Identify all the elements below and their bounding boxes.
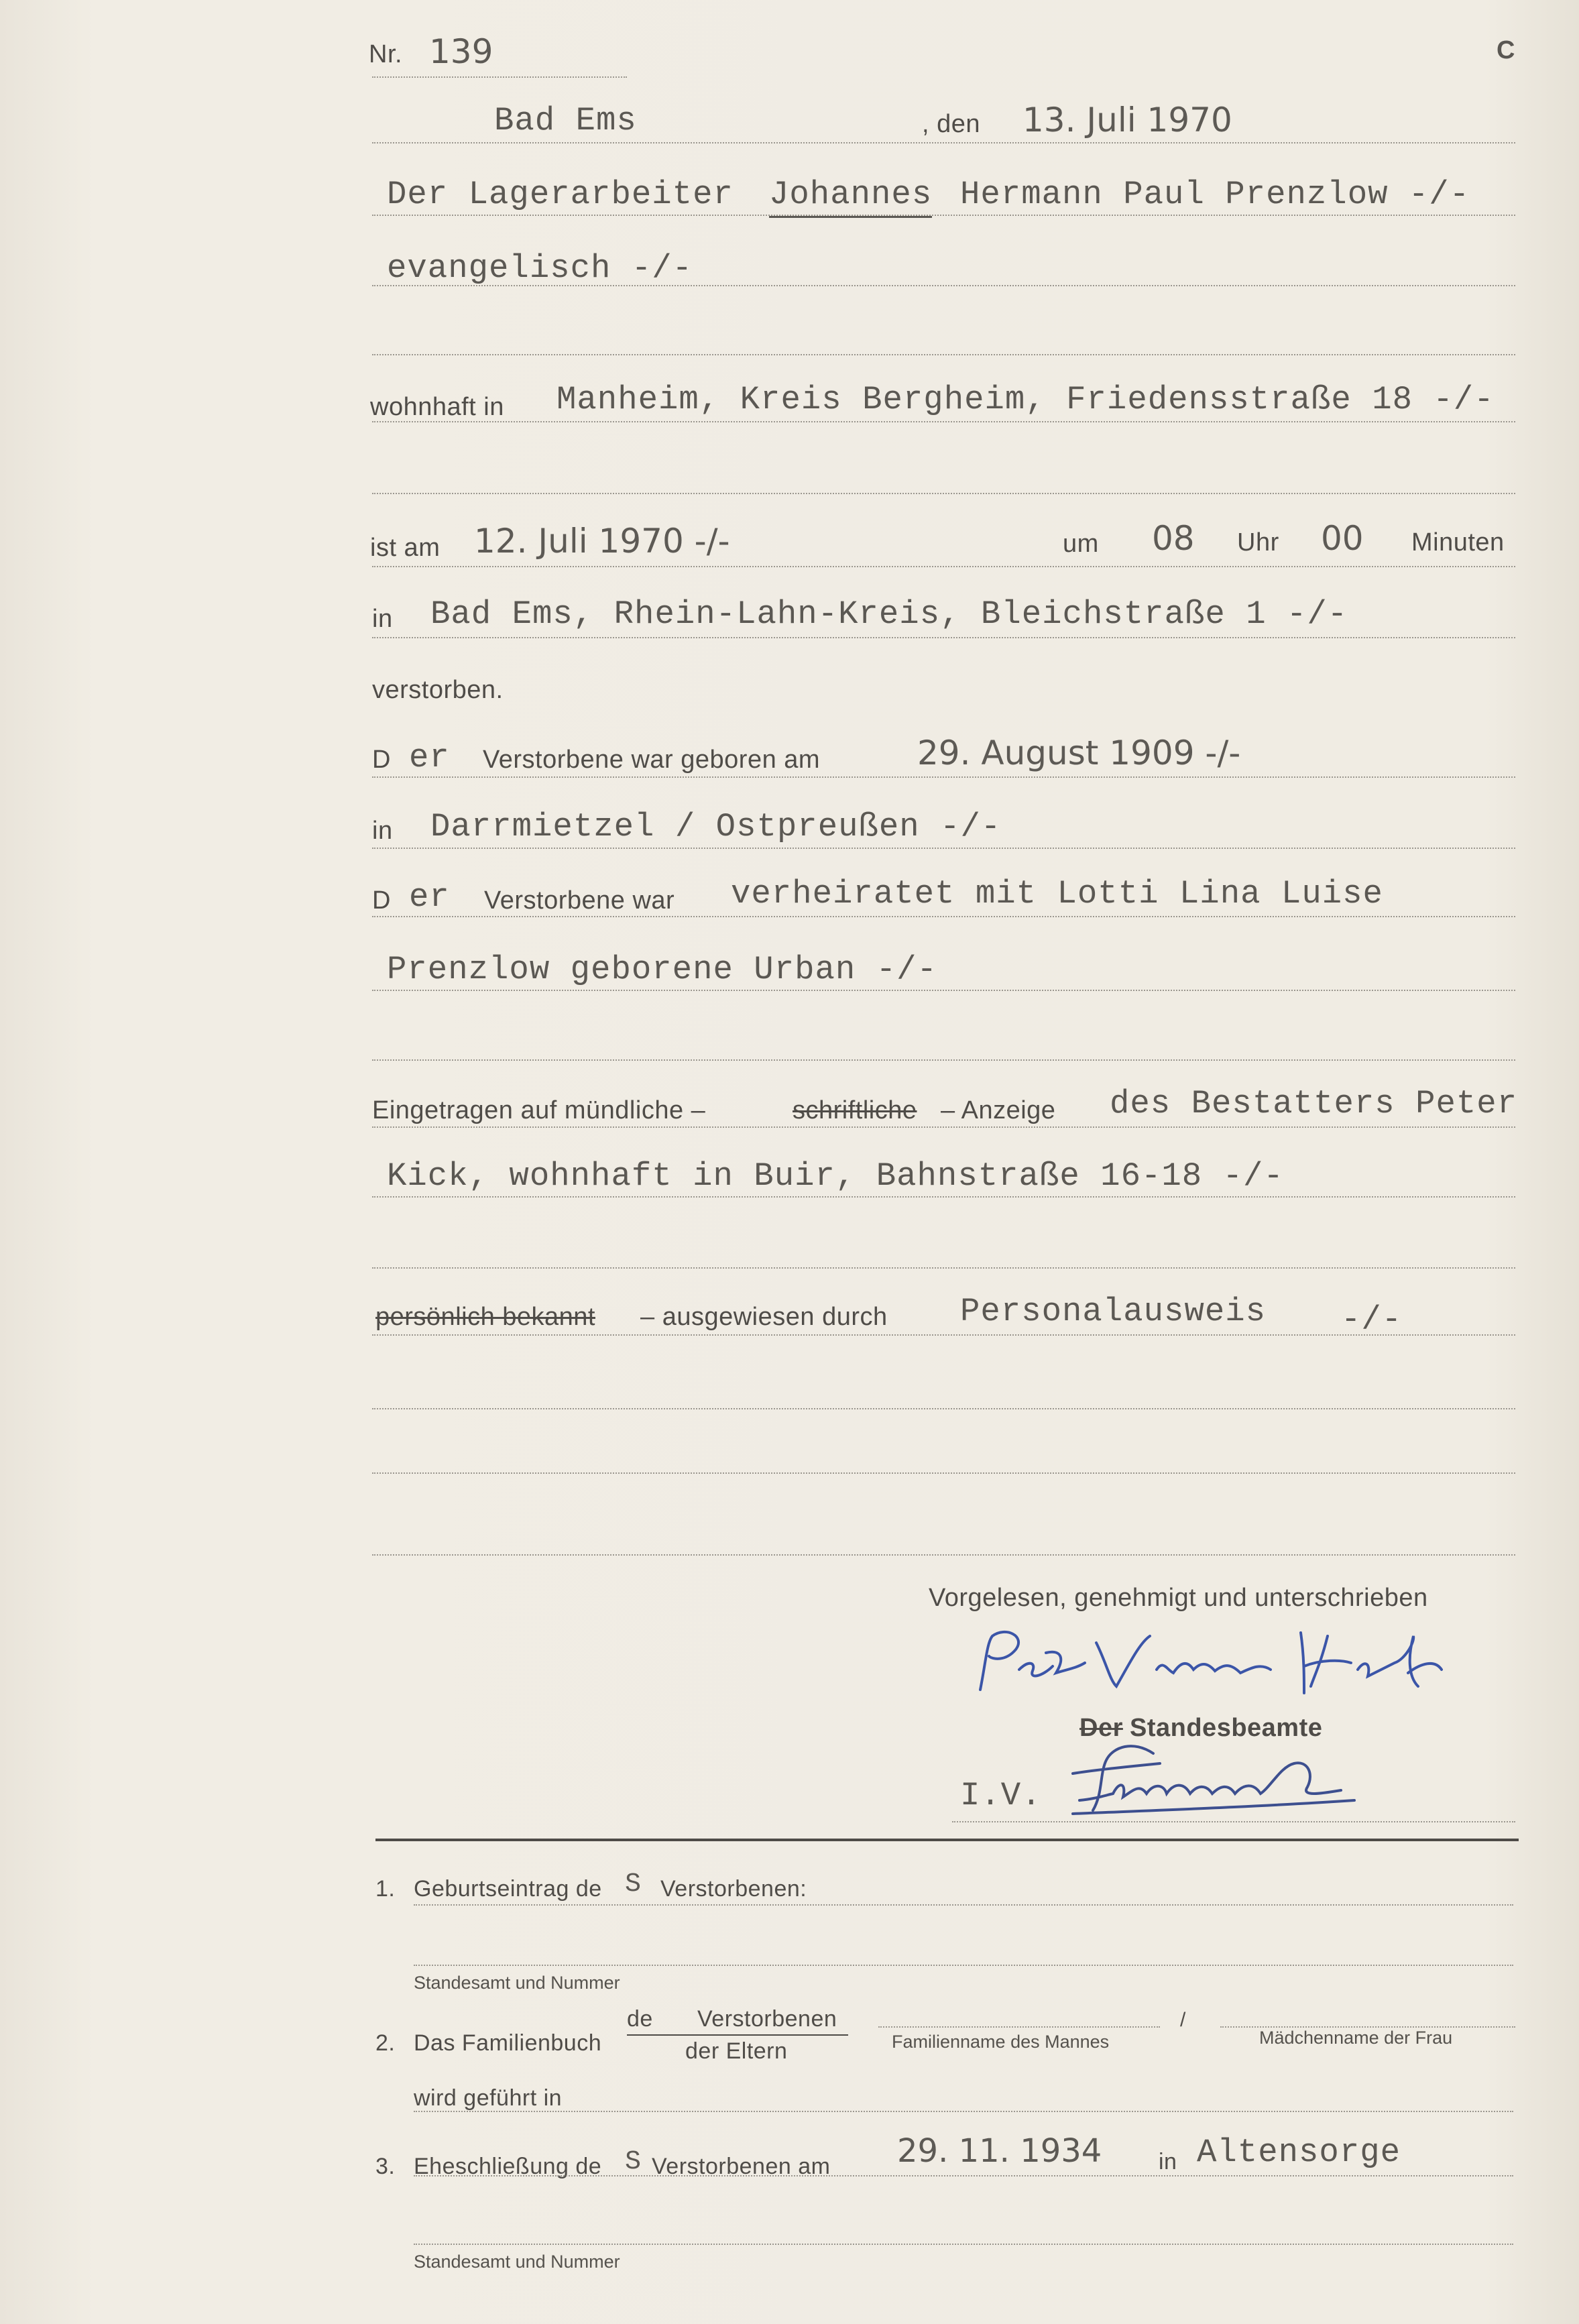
nr-value: 139: [429, 32, 493, 71]
dotted-line: [372, 1059, 1515, 1061]
dotted-line: [372, 637, 1515, 638]
form-letter: C: [1497, 36, 1515, 64]
birth-d-label: D: [372, 746, 391, 774]
note3-place: Altensorge: [1197, 2134, 1401, 2171]
dotted-line: [372, 1408, 1515, 1409]
dotted-line: [372, 285, 1515, 286]
um-label: um: [1063, 530, 1099, 558]
document-date: 13. Juli 1970: [1022, 101, 1232, 139]
dotted-line: [878, 2026, 1160, 2028]
note2-number: 2.: [375, 2030, 396, 2056]
note2-caption-left: Familienname des Mannes: [892, 2032, 1110, 2052]
dotted-line: [372, 421, 1515, 422]
residence-label: wohnhaft in: [370, 393, 504, 421]
date-line: [372, 142, 1515, 143]
note1-typed-s: S: [625, 1869, 642, 1900]
note1-label: Geburtseintrag de: [414, 1876, 602, 1902]
dotted-line: [372, 1196, 1515, 1198]
note3-label: Eheschließung de: [414, 2154, 602, 2179]
note2-frac-top-de: de: [627, 2006, 653, 2032]
informant-signature: [966, 1623, 1462, 1710]
note2-caption-right: Mädchenname der Frau: [1259, 2028, 1453, 2048]
registrar-struck: Der: [1079, 1714, 1123, 1742]
religion: evangelisch -/-: [387, 249, 693, 287]
note2-label: Das Familienbuch: [414, 2030, 602, 2056]
note2-frac-bottom: der Eltern: [685, 2038, 788, 2064]
note1-label-end: Verstorbenen:: [660, 1876, 807, 1902]
place: Bad Ems: [494, 102, 637, 139]
death-minutes: 00: [1321, 519, 1364, 558]
dotted-line: [372, 1472, 1515, 1474]
birth-label: Verstorbene war geboren am: [483, 746, 821, 774]
marriage-value-2: Prenzlow geborene Urban -/-: [387, 951, 937, 988]
nr-line: [372, 76, 627, 78]
birth-place: Darrmietzel / Ostpreußen -/-: [430, 808, 1002, 846]
death-in-label: in: [372, 605, 393, 633]
note3-caption: Standesamt und Nummer: [414, 2252, 620, 2272]
section-separator: [375, 1839, 1519, 1841]
death-place: Bad Ems, Rhein-Lahn-Kreis, Bleichstraße 1 -/-: [430, 595, 1348, 633]
note1-caption: Standesamt und Nummer: [414, 1973, 620, 1993]
dotted-line: [1220, 2026, 1515, 2028]
dotted-line: [414, 2175, 1513, 2176]
uhr-label: Uhr: [1237, 528, 1279, 557]
dotted-line: [952, 1821, 1515, 1822]
identification-end-mark: -/-: [1341, 1301, 1403, 1338]
den-label: , den: [922, 110, 981, 138]
note2-slash: /: [1180, 2009, 1186, 2031]
verstorben-label: verstorben.: [372, 676, 504, 704]
dotted-line: [372, 848, 1515, 849]
identification-value: Personalausweis: [960, 1293, 1267, 1330]
deceased-other-names: Hermann Paul Prenzlow -/-: [960, 176, 1470, 213]
note1-number: 1.: [375, 1876, 396, 1902]
dotted-line: [372, 1334, 1515, 1336]
dotted-line: [372, 916, 1515, 917]
registration-suffix: – Anzeige: [941, 1096, 1056, 1124]
marriage-value-1: verheiratet mit Lotti Lina Luise: [731, 875, 1383, 913]
identification-label: – ausgewiesen durch: [640, 1303, 888, 1331]
note3-typed-s: S: [625, 2147, 642, 2177]
birth-date: 29. August 1909 -/-: [917, 734, 1241, 772]
read-approved-text: Vorgelesen, genehmigt und unterschrieben: [929, 1584, 1428, 1612]
iv-label: I.V.: [960, 1777, 1042, 1814]
dotted-line: [372, 215, 1515, 216]
marriage-d-label: D: [372, 886, 391, 915]
marriage-er-typed: er: [409, 878, 450, 916]
residence-value: Manheim, Kreis Bergheim, Friedensstraße 18 -/-: [557, 381, 1495, 418]
deceased-occupation: Der Lagerarbeiter: [387, 176, 734, 213]
dotted-line: [372, 1554, 1515, 1556]
note3-label-end: Verstorbenen am: [652, 2154, 831, 2179]
dotted-line: [414, 2111, 1513, 2112]
dotted-line: [372, 1126, 1515, 1128]
identification-struck: persönlich bekannt: [375, 1303, 595, 1331]
marriage-label: Verstorbene war: [484, 886, 675, 915]
dotted-line: [372, 493, 1515, 494]
registration-struck: schriftliche: [793, 1096, 917, 1124]
dotted-line: [414, 1965, 1513, 1966]
note2-line2: wird geführt in: [414, 2085, 563, 2111]
registration-value-2: Kick, wohnhaft in Buir, Bahnstraße 16-18 -/-: [387, 1157, 1284, 1195]
death-date: 12. Juli 1970 -/-: [474, 522, 730, 561]
ist-am-label: ist am: [370, 534, 441, 562]
deceased-first-name: Johannes: [769, 176, 932, 218]
dotted-line: [414, 1904, 1513, 1906]
note3-date: 29. 11. 1934: [897, 2132, 1102, 2170]
minuten-label: Minuten: [1411, 528, 1505, 557]
note3-in: in: [1159, 2149, 1177, 2174]
note3-number: 3.: [375, 2154, 396, 2179]
registration-value-1: des Bestatters Peter: [1110, 1085, 1518, 1122]
registrar-signature: [1053, 1727, 1455, 1827]
registration-prefix: Eingetragen auf mündliche –: [372, 1096, 706, 1124]
birth-er-typed: er: [409, 739, 450, 776]
dotted-line: [372, 990, 1515, 991]
dotted-line: [372, 1267, 1515, 1269]
nr-label: Nr.: [369, 40, 403, 68]
death-hour: 08: [1152, 519, 1195, 558]
dotted-line: [372, 566, 1515, 567]
note2-frac-top: Verstorbenen: [697, 2006, 837, 2032]
birth-in-label: in: [372, 817, 393, 845]
dotted-line: [372, 354, 1515, 355]
dotted-line: [372, 776, 1515, 778]
dotted-line: [414, 2244, 1513, 2245]
registrar-label: Standesbeamte: [1130, 1714, 1323, 1742]
note2-fraction-bar: [627, 2034, 848, 2036]
